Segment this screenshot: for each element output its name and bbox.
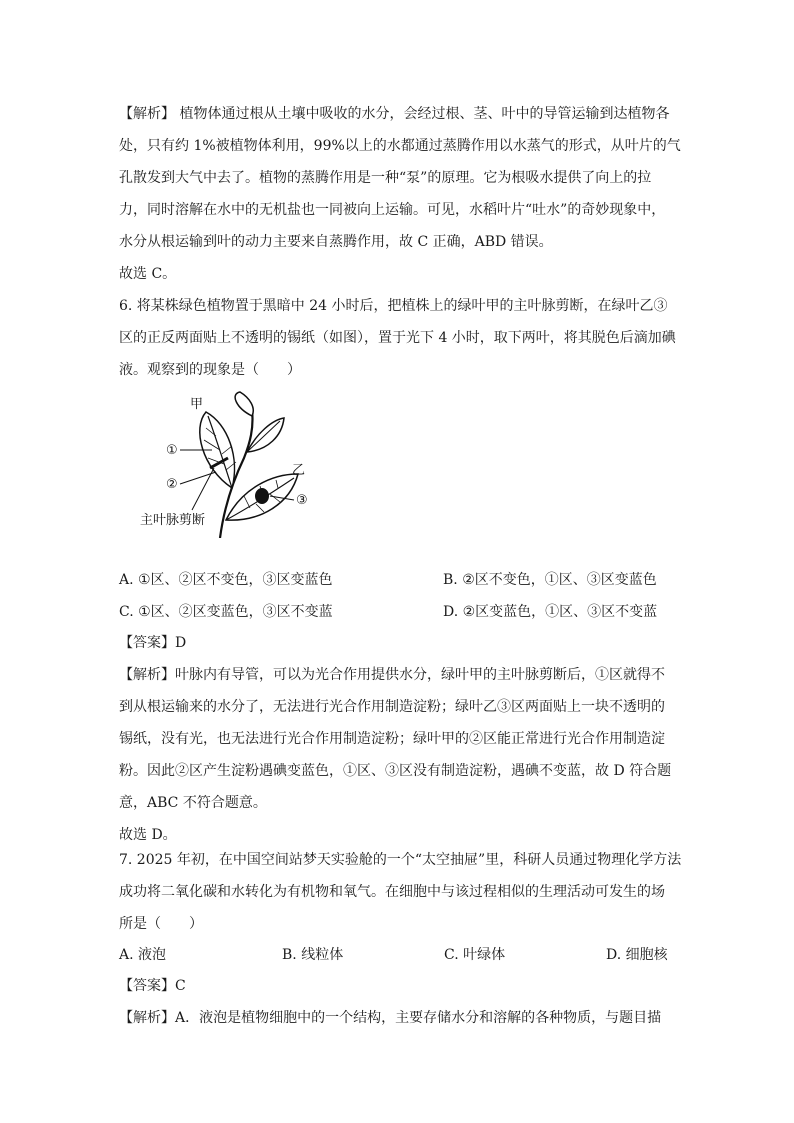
text-line: 成功将二氧化碳和水转化为有机物和氧气。在细胞中与该过程相似的生理活动可发生的场 [119, 884, 665, 900]
text-line: 水分从根运输到叶的动力主要来自蒸腾作用，故 C 正确，ABD 错误。 [119, 234, 553, 250]
conclusion-text: 故选 C。 [119, 266, 177, 282]
option-c[interactable]: C. 叶绿体 [444, 947, 506, 963]
text-line: 【解析】 植物体通过根从土壤中吸收的水分，会经过根、茎、叶中的导管运输到达植物各 [119, 106, 670, 122]
label-jia: 甲 [190, 397, 204, 412]
option-b[interactable]: B. ②区不变色，①区、③区变蓝色 [443, 572, 657, 588]
option-d[interactable]: D. ②区变蓝色，①区、③区不变蓝 [443, 604, 658, 620]
question-6-answer-block [119, 627, 679, 851]
text-line: 【解析】叶脉内有导管，可以为光合作用提供水分，绿叶甲的主叶脉剪断后，①区就得不 [119, 667, 665, 683]
label-cut: 主叶脉剪断 [140, 513, 206, 528]
text-line: 区的正反两面贴上不透明的锡纸（如图），置于光下 4 小时，取下两叶，将其脱色后滴加碘 [119, 330, 676, 346]
text-line: 锡纸，没有光，也无法进行光合作用制造淀粉；绿叶甲的②区能正常进行光合作用制造淀 [119, 731, 665, 747]
leader-line-cut [192, 468, 214, 510]
option-b[interactable]: B. 线粒体 [282, 947, 344, 963]
answer-text: 【答案】D [119, 635, 187, 651]
label-yi: 乙 [292, 463, 306, 478]
conclusion-text: 故选 D。 [119, 827, 177, 843]
label-region-3: ③ [296, 493, 308, 508]
option-a[interactable]: A. ①区、②区不变色，③区变蓝色 [119, 572, 333, 588]
analysis-paragraph-q5 [119, 98, 679, 290]
plant-leaf-illustration [132, 388, 322, 538]
text-line: 6. 将某株绿色植物置于黑暗中 24 小时后，把植株上的绿叶甲的主叶脉剪断，在绿叶乙③ [119, 298, 668, 314]
option-d[interactable]: D. 细胞核 [606, 947, 668, 963]
label-region-2: ② [166, 477, 178, 492]
text-line: 意，ABC 不符合题意。 [119, 795, 267, 811]
text-line: 【解析】A．液泡是植物细胞中的一个结构，主要存储水分和溶解的各种物质，与题目描 [119, 1010, 662, 1026]
text-line: 孔散发到大气中去了。植物的蒸腾作用是一种“泵”的原理。它为根吸水提供了向上的拉 [119, 170, 652, 186]
text-line: 到从根运输来的水分了，无法进行光合作用制造淀粉；绿叶乙③区两面贴上一块不透明的 [119, 699, 665, 715]
plant-leaf-figure [132, 388, 322, 538]
option-c[interactable]: C. ①区、②区变蓝色，③区不变蓝 [119, 604, 333, 620]
text-line: 7. 2025 年初，在中国空间站梦天实验舱的一个“太空抽屉”里，科研人员通过物理化学方法 [119, 852, 682, 868]
text-line: 力，同时溶解在水中的无机盐也一同被向上运输。可见，水稻叶片“吐水”的奇妙现象中， [119, 202, 666, 218]
text-line: 所是（ ） [119, 916, 203, 932]
tinfoil-region [255, 488, 269, 504]
text-line: 液。观察到的现象是（ ） [119, 362, 301, 378]
question-7-stem [119, 844, 682, 940]
question-6-stem [119, 290, 679, 386]
text-line: 粉。因此②区产生淀粉遇碘变蓝色，①区、③区没有制造淀粉，遇碘不变蓝，故 D 符合题 [119, 763, 672, 779]
text-line: 处，只有约 1%被植物体利用，99%以上的水都通过蒸腾作用以水蒸气的形式，从叶片的气 [119, 138, 681, 154]
top-leaf [235, 392, 253, 416]
label-region-1: ① [166, 443, 178, 458]
option-a[interactable]: A. 液泡 [119, 947, 167, 963]
answer-text: 【答案】C [119, 978, 186, 994]
question-7-answer-block [119, 970, 679, 1034]
